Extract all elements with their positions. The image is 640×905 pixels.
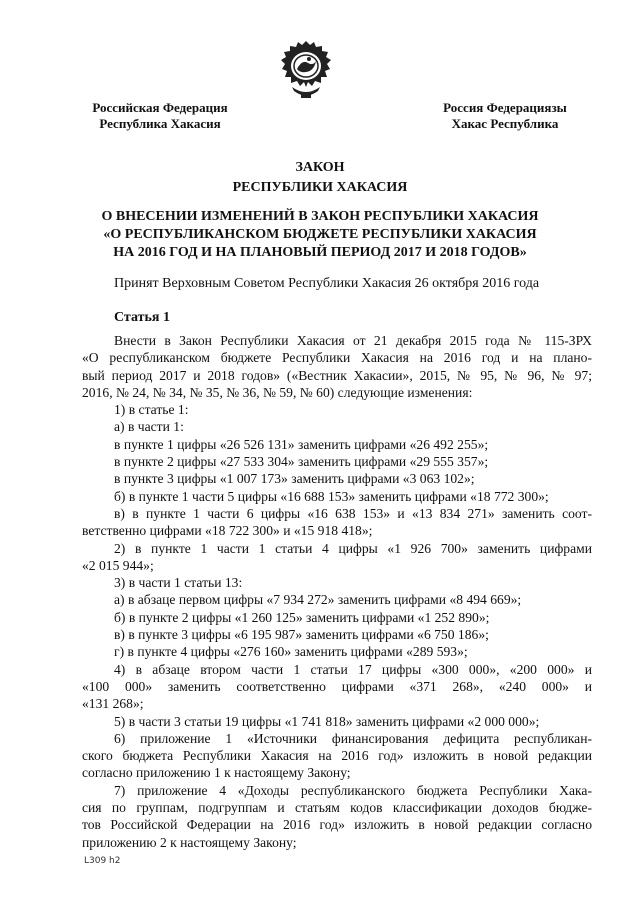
- body-line: в пункте 2 цифры «27 533 304» заменить цифрами «29 555 357»;: [114, 454, 489, 470]
- body-line: 5) в части 3 статьи 19 цифры «1 741 818» заменить цифрами «2 000 000»;: [114, 713, 540, 729]
- header-left-line-1: Российская Федерация: [92, 100, 228, 115]
- body-line: сия по группам, подгруппам и статьям кодов классификации доходов бюдже-: [82, 800, 592, 816]
- header-right-line-1: Россия Федерациязы: [443, 100, 567, 115]
- law-title: ЗАКОН: [295, 160, 345, 175]
- body-line: 3) в части 1 статьи 13:: [114, 575, 243, 591]
- body-line: в пункте 1 цифры «26 526 131» заменить цифрами «26 492 255»;: [114, 436, 489, 452]
- article-title: Статья 1: [114, 310, 170, 325]
- body-line: 2) в пункте 1 части 1 статьи 4 цифры «1 926 700» заменить цифрами: [114, 540, 592, 556]
- body-line: а) в части 1:: [114, 419, 184, 435]
- coat-of-arms-emblem: [278, 39, 334, 101]
- body-line: ского бюджета Республики Хакасия на 2016 год» изложить в новой редакции: [82, 748, 592, 764]
- law-subject: [60, 208, 580, 262]
- article-body: [82, 332, 592, 851]
- body-line: «О республиканском бюджете Республики Хакасия на 2016 год и на плано-: [82, 350, 592, 366]
- body-line: «2 015 944»;: [82, 557, 154, 573]
- body-line: б) в пункте 1 части 5 цифры «16 688 153» заменить цифрами «18 772 300»;: [114, 488, 549, 504]
- body-line: 6) приложение 1 «Источники финансирования дефицита республикан-: [114, 730, 592, 746]
- body-line: 1) в статье 1:: [114, 402, 189, 418]
- body-line: а) в абзаце первом цифры «7 934 272» заменить цифрами «8 494 669»;: [114, 592, 522, 608]
- header-right-line-2: Хакас Республика: [451, 116, 559, 131]
- document-code: L309 h2: [84, 856, 121, 866]
- body-line: Внести в Закон Республики Хакасия от 21 декабря 2015 года № 115-ЗРХ: [114, 333, 592, 348]
- header-left-line-2: Республика Хакасия: [99, 116, 221, 131]
- body-line: «100 000» заменить соответственно цифрами «371 268», «240 000» и: [82, 678, 592, 694]
- body-line: согласно приложению 1 к настоящему Закону;: [82, 765, 351, 781]
- subject-line-1: О ВНЕСЕНИИ ИЗМЕНЕНИЙ В ЗАКОН РЕСПУБЛИКИ ХАКАСИЯ: [101, 209, 539, 224]
- adoption-note: Принят Верховным Советом Республики Хакасия 26 октября 2016 года: [114, 276, 540, 291]
- body-line: 7) приложение 4 «Доходы республиканского бюджета Республики Хака-: [114, 782, 592, 798]
- body-line: приложению 2 к настоящему Закону;: [82, 834, 297, 850]
- law-title-republic: РЕСПУБЛИКИ ХАКАСИЯ: [232, 180, 408, 195]
- body-line: в пункте 3 цифры «1 007 173» заменить цифрами «3 063 102»;: [114, 471, 475, 487]
- header-left: [80, 100, 240, 132]
- body-line: г) в пункте 4 цифры «276 160» заменить цифрами «289 593»;: [114, 644, 468, 660]
- body-line: ветственно цифрами «18 722 300» и «15 918 418»;: [82, 523, 373, 539]
- body-line: «131 268»;: [82, 696, 144, 712]
- body-line: в) в пункте 1 части 6 цифры «16 638 153» и «13 834 271» заменить соот-: [114, 505, 592, 521]
- header-right: [425, 100, 585, 132]
- body-line: 4) в абзаце втором части 1 статьи 17 цифры «300 000», «200 000» и: [114, 661, 592, 677]
- body-line: в) в пункте 3 цифры «6 195 987» заменить цифрами «6 750 186»;: [114, 627, 489, 643]
- subject-line-3: НА 2016 ГОД И НА ПЛАНОВЫЙ ПЕРИОД 2017 И 2018 ГОДОВ»: [113, 245, 527, 260]
- body-line: 2016, № 24, № 34, № 35, № 36, № 59, № 60) следующие изменения:: [82, 384, 473, 400]
- body-line: вый период 2017 и 2018 годов» («Вестник Хакасии», 2015, № 95, № 96, № 97;: [82, 367, 592, 383]
- body-line: б) в пункте 2 цифры «1 260 125» заменить цифрами «1 252 890»;: [114, 609, 490, 625]
- subject-line-2: «О РЕСПУБЛИКАНСКОМ БЮДЖЕТЕ РЕСПУБЛИКИ ХАКАСИЯ: [103, 227, 537, 242]
- body-line: тов Российской Федерации на 2016 год» изложить в новой редакции согласно: [82, 817, 592, 833]
